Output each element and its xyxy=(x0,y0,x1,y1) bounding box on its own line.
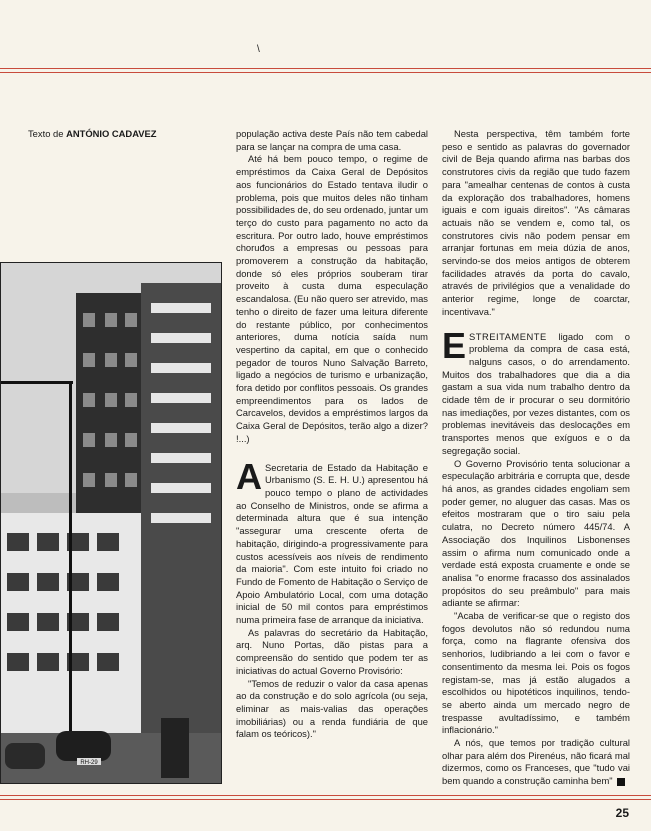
top-rule-2 xyxy=(0,72,651,73)
end-mark-icon xyxy=(617,778,625,786)
top-rule xyxy=(0,68,651,69)
paragraph: As palavras do secretário da Habitação, arq. Nuno Portas, dão pistas para a compreensão do sentido que podem ter as iniciativas do actual Governo Provisório: xyxy=(236,626,428,676)
paragraph: Até há bem pouco tempo, o regime de empréstimos da Caixa Geral de Depósitos aos funcionários do Estado tentava iludir o problema, pois que muitos deles não tinham possibilidades de, do seu ordenado, juntar um terço do custo para pagamento no acto da escritura. Por outro lado, houve empréstimos choruđos a empresas ou pessoas para promoverem a construção da habitação, donde só eles próprios souberam tirar proveito à custa duma especulação escandalosa. (Eu não quero ser atrevido, mas tenho o direito de fazer uma leitura diferente do restante público, por conhecimentos anteriores, duma notícia saída num vespertino da capital, em que o conhecido pegador de touros Nuno Salvação Barreto, ligado a negócios de turismo e urbanização, fora detido por conflitos pessoais. Os grandes empreendimentos para os lados de Carcavelos, devidos a empréstimos largos da Caixa Geral de Depósitos, terão algo a dizer? !...) xyxy=(236,153,428,444)
page-number: 25 xyxy=(615,806,629,820)
paragraph-text: Secretaria de Estado da Habitação e Urbanismo (S. E. H. U.) apresentou há pouco tempo o plano de actividades ao Conselho de Ministros, onde se afirma a determinada altura que é sua intenção "assegurar uma crescente oferta de habitação, dirigindo-a progressivamente para custos acessíveis aos níveis de rendimento da maioria". Com este intuito foi criado no Fundo de Fomento de Habitação o Serviço de Apoio Ambulatório Local, com uma dotação inicial de 50 mil contos para empréstimos numa primeira fase de arranque da iniciativa. xyxy=(236,461,428,626)
paragraph: população activa deste País não tem cabedal para se lançar na compra de uma casa. xyxy=(236,128,428,152)
column-middle xyxy=(236,128,428,741)
paragraph-text: A nós, que temos por tradição cultural olhar para além dos Pirenéus, não ficará mal dizermos, como os Franceses, que "tudo vai bem quando a construção caminha bem" xyxy=(442,737,630,787)
quote: "Temos de reduzir o valor da casa apenas ao da construção e do solo agrícola (ou seja, eliminar as mais-valias das operações imobiliárias) ou a renda fundiária de que falam os teóricos)." xyxy=(236,677,428,740)
bottom-rule-2 xyxy=(0,799,651,800)
paragraph-dropcap xyxy=(236,455,428,627)
paragraph-text: ligado com o problema da compra de casa está, nalguns casos, o do arrendamento. Muitos dos trabalhadores que dia a dia gastam a sua vida num trabalho dentro da cidade têm de ir procurar o seu dormitório nas imediações, por vezes distantes, com os problemas inevitáveis das deslocações em transportes menos que exíguos e o da segregação social. xyxy=(442,330,630,456)
byline xyxy=(28,128,157,139)
byline-prefix: Texto de xyxy=(28,128,64,139)
stray-mark: \ xyxy=(257,44,260,55)
drop-cap: E xyxy=(442,324,467,366)
paragraph-final xyxy=(442,737,630,788)
byline-author: ANTÓNIO CADAVEZ xyxy=(66,128,157,139)
drop-cap: A xyxy=(236,455,262,497)
quote: "Acaba de verificar-se que o registo dos fogos devolutos não só redundou numa força, como na flagrante ofensiva dos senhorios, ludibriando a lei com o favor e consentimento da mesma lei. Pois os fogos registam-se, mas já estão alugados a escolhidos ou hipotéticos inquilinos, tendo-se aberto ainda um mercado negro de trespasse avultadíssimo, e também inflacionário." xyxy=(442,610,630,736)
article-photo xyxy=(0,262,222,784)
license-plate: RH-29 xyxy=(80,760,98,766)
lead-caps: STREITAMENTE xyxy=(469,330,547,342)
bottom-rule xyxy=(0,795,651,796)
paragraph: O Governo Provisório tenta solucionar a especulação arbitrária e corrupta que, desde há anos, as grandes cidades engoliam sem poder gemer, no aluguer das casas. Mas os efeitos mostraram que o tiro saiu pela culatra, no Decreto número 445/74. A Associação dos Inquilinos Lisbonenses assim o afirma num comunicado onde a verdade está exposta cruamente e onde se analisa "o enorme fracasso dos assinalados propósitos do seu preâmbulo" para mais adiante se afirmar: xyxy=(442,457,630,609)
building-photo xyxy=(1,263,221,783)
paragraph: Nesta perspectiva, têm também forte peso e sentido as palavras do governador civil de Beja quando afirma nas barbas dos construtores civis da região que tudo fazem para "amealhar centenas de contos à custa da exploração dos trabalhadores, homens iguais e com iguais direitos". "As câmaras actuais não se vendem e, como tal, os construtores civis não podem pensar em arranjar fortunas em meia dúzia de anos, servindo-se dos meios antigos de obterem facilidades através da porta do cavalo, através de privilégios que a venalidade do anterior regime, longe de coarctar, incentivava." xyxy=(442,128,630,317)
column-right xyxy=(442,128,630,788)
paragraph-dropcap xyxy=(442,324,630,458)
